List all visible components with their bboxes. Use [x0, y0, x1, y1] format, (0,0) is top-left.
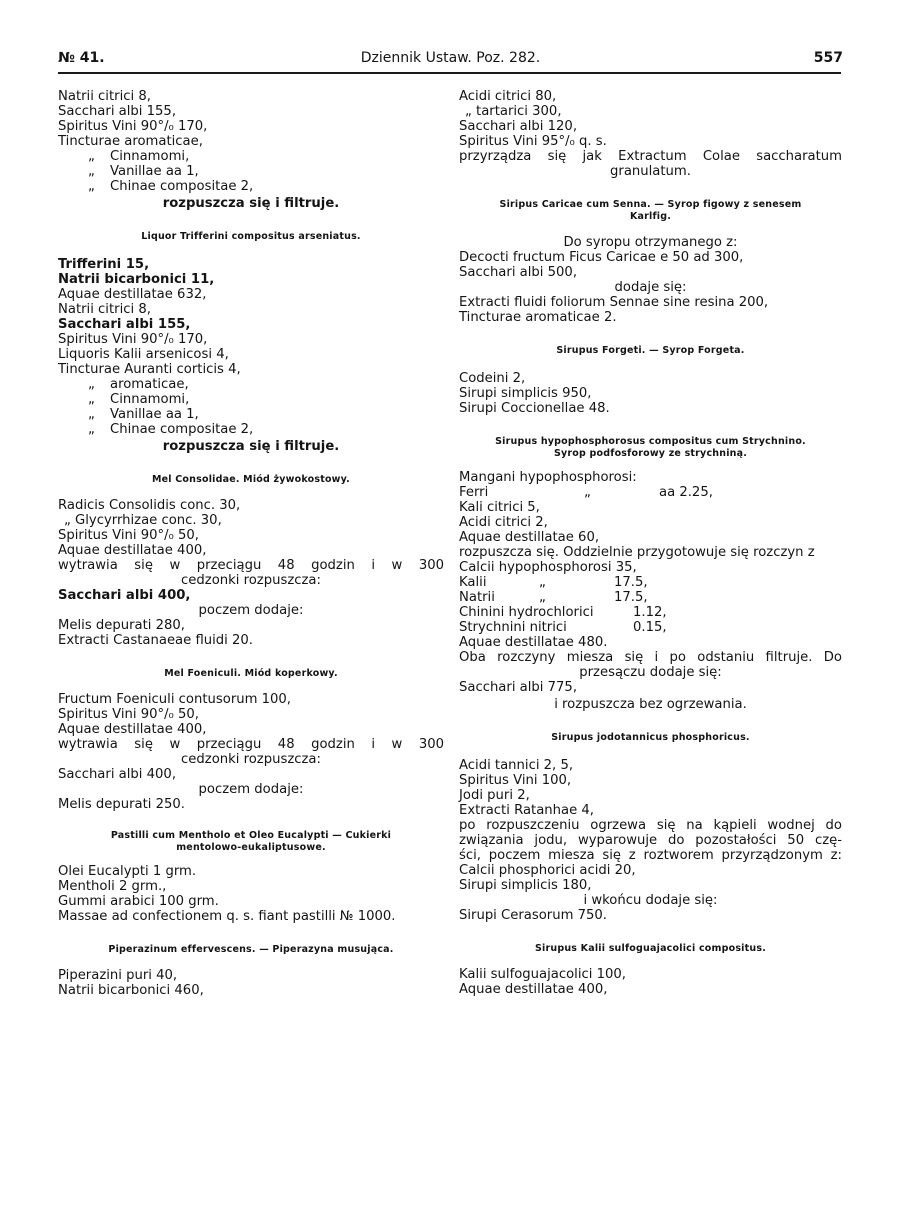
ingredient-line: Aquae destillatae 400, [58, 722, 207, 737]
ingredient-line: Olei Eucalypti 1 grm. [58, 864, 197, 879]
ingredient-row [459, 485, 842, 500]
ingredient-line: Sacchari albi 500, [459, 265, 578, 280]
ditto-mark: „ [88, 422, 95, 437]
recipe-subtitle: Karlfig. [629, 211, 672, 222]
ingredient-row [459, 620, 842, 635]
recipe-title: Mel Consolidae. Miód żywokostowy. [152, 474, 350, 485]
ingredient-text: Vanillae aa 1, [110, 164, 199, 179]
ingredient-text: Cinnamomi, [110, 149, 190, 164]
recipe-title: Pastilli cum Mentholo et Oleo Eucalypti — Cukierki [110, 830, 392, 841]
ingredient-line: Natrii citrici 8, [58, 302, 151, 317]
ingredient-line [58, 377, 444, 392]
ingredient-line: Spiritus Vini 90°/₀ 170, [58, 332, 208, 347]
ingredient-line: Jodi puri 2, [459, 788, 530, 803]
ingredient-line [58, 407, 444, 422]
ditto-mark: „ [88, 377, 95, 392]
ingredient-line: Acidi citrici 80, [459, 89, 557, 104]
ingredient-line: Sacchari albi 775, [459, 680, 578, 695]
ingredient-text: Ferri [459, 485, 489, 500]
ingredient-line [58, 149, 444, 164]
ingredient-amount: 1.12, [633, 605, 667, 620]
ingredient-text: Vanillae aa 1, [110, 407, 199, 422]
ingredient-line: Spiritus Vini 90°/₀ 50, [58, 528, 199, 543]
instruction-line: Massae ad confectionem q. s. fiant pastilli № 1000. [58, 909, 396, 924]
instruction-line: rozpuszcza się i filtruje. [162, 196, 340, 211]
ingredient-line: Sacchari albi 400, [58, 588, 191, 603]
ingredient-line: Liquoris Kalii arsenicosi 4, [58, 347, 229, 362]
ingredient-line [58, 179, 444, 194]
ingredient-line: Sacchari albi 155, [58, 104, 177, 119]
ingredient-line: Mangani hypophosphorosi: [459, 470, 637, 485]
instruction-line: cedzonki rozpuszcza: [181, 573, 321, 588]
ingredient-line: Extracti Ratanhae 4, [459, 803, 594, 818]
ingredient-line: Spiritus Vini 100, [459, 773, 572, 788]
ingredient-line [58, 392, 444, 407]
ingredient-line: Sacchari albi 400, [58, 767, 177, 782]
ditto-mark: „ [88, 392, 95, 407]
ingredient-text: aromaticae, [110, 377, 189, 392]
instruction-line: poczem dodaje: [198, 782, 304, 797]
instruction-line: Oba rozczyny miesza się i po odstaniu filtruje. Do [459, 650, 842, 665]
instruction-line: rozpuszcza się i filtruje. [162, 439, 340, 454]
ingredient-text: Chinini hydrochlorici [459, 605, 594, 620]
ingredient-line: Spiritus Vini 95°/₀ q. s. [459, 134, 607, 149]
ingredient-line: Aquae destillatae 60, [459, 530, 600, 545]
ingredient-row [459, 590, 842, 605]
recipe-title: Sirupus Forgeti. — Syrop Forgeta. [556, 345, 745, 356]
ingredient-line: Fructum Foeniculi contusorum 100, [58, 692, 291, 707]
ingredient-line: Tincturae aromaticae 2. [459, 310, 617, 325]
recipe-title: Mel Foeniculi. Miód koperkowy. [164, 668, 338, 679]
journal-title: Dziennik Ustaw. Poz. 282. [360, 50, 541, 66]
ingredient-line: Calcii hypophosphorosi 35, [459, 560, 637, 575]
instruction-line: dodaje się: [614, 280, 687, 295]
ingredient-line: Extracti fluidi foliorum Sennae sine resina 200, [459, 295, 769, 310]
ingredient-text: Natrii [459, 590, 495, 605]
ingredient-line: Piperazini puri 40, [58, 968, 178, 983]
ingredient-line: „ Glycyrrhizae conc. 30, [64, 513, 222, 528]
ingredient-line: Kali citrici 5, [459, 500, 540, 515]
ingredient-line: Kalii sulfoguajacolici 100, [459, 967, 626, 982]
ingredient-line: Melis depurati 250. [58, 797, 185, 812]
ingredient-amount: aa 2.25, [659, 485, 713, 500]
ditto-mark: „ [584, 485, 591, 500]
instruction-line: wytrawia się w przeciągu 48 godzin i w 300 [58, 737, 444, 752]
ingredient-line [58, 422, 444, 437]
recipe-title: Sirupus jodotannicus phosphoricus. [551, 732, 750, 743]
recipe-title: Sirupus hypophosphorosus compositus cum Strychnino. [495, 436, 806, 447]
instruction-line: i wkońcu dodaje się: [583, 893, 718, 908]
page-header [58, 50, 843, 70]
instruction-line: po rozpuszczeniu ogrzewa się na kąpieli wodnej do [459, 818, 842, 833]
ingredient-row [459, 605, 842, 620]
ingredient-amount: 0.15, [633, 620, 667, 635]
ingredient-line: Spiritus Vini 90°/₀ 50, [58, 707, 199, 722]
ingredient-line: Melis depurati 280, [58, 618, 185, 633]
ingredient-line: Aquae destillatae 480. [459, 635, 608, 650]
ingredient-line: Tincturae Auranti corticis 4, [58, 362, 241, 377]
ingredient-line [58, 164, 444, 179]
ingredient-line: Aquae destillatae 400, [58, 543, 207, 558]
ingredient-line: Radicis Consolidis conc. 30, [58, 498, 241, 513]
ingredient-text: Cinnamomi, [110, 392, 190, 407]
ingredient-line: Natrii citrici 8, [58, 89, 151, 104]
instruction-line: Do syropu otrzymanego z: [563, 235, 738, 250]
ingredient-line: Sirupi simplicis 950, [459, 386, 592, 401]
ingredient-line: Tincturae aromaticae, [58, 134, 203, 149]
instruction-line: przyrządza się jak Extractum Colae saccharatum [459, 149, 842, 164]
recipe-title: Liquor Trifferini compositus arseniatus. [141, 231, 361, 242]
ingredient-line: Trifferini 15, [58, 257, 150, 272]
ditto-mark: „ [88, 407, 95, 422]
left-column [58, 89, 444, 998]
instruction-line: cedzonki rozpuszcza: [181, 752, 321, 767]
ingredient-text: Chinae compositae 2, [110, 179, 254, 194]
ingredient-line: Extracti Castanaeae fluidi 20. [58, 633, 253, 648]
ingredient-text: Kalii [459, 575, 487, 590]
instruction-line: ści, poczem miesza się z roztworem przyrządzonym z: [459, 848, 842, 863]
ingredient-line: Codeini 2, [459, 371, 526, 386]
ingredient-row [459, 575, 842, 590]
ingredient-line: Mentholi 2 grm., [58, 879, 167, 894]
ingredient-line: „ tartarici 300, [465, 104, 562, 119]
ingredient-line: Decocti fructum Ficus Caricae e 50 ad 300, [459, 250, 744, 265]
ingredient-line: Acidi citrici 2, [459, 515, 548, 530]
ditto-mark: „ [88, 164, 95, 179]
ingredient-line: Natrii bicarbonici 11, [58, 272, 215, 287]
instruction-line: związania jodu, wyparowuje do pozostałości 50 czę- [459, 833, 842, 848]
recipe-subtitle: Syrop podfosforowy ze strychniną. [553, 448, 748, 459]
ingredient-line: Sirupi simplicis 180, [459, 878, 592, 893]
ingredient-text: Strychnini nitrici [459, 620, 567, 635]
instruction-line: wytrawia się w przeciągu 48 godzin i w 300 [58, 558, 444, 573]
instruction-line: granulatum. [610, 164, 691, 179]
recipe-title: Siripus Caricae cum Senna. — Syrop figowy z senesem [499, 199, 802, 210]
ingredient-line: Calcii phosphorici acidi 20, [459, 863, 636, 878]
recipe-title: Sirupus Kalii sulfoguajacolici compositus. [534, 943, 767, 954]
ingredient-amount: 17.5, [614, 590, 648, 605]
ingredient-line: Acidi tannici 2, 5, [459, 758, 574, 773]
issue-number: № 41. [58, 50, 105, 66]
recipe-title: Piperazinum effervescens. — Piperazyna musująca. [108, 944, 394, 955]
ingredient-line: Gummi arabici 100 grm. [58, 894, 219, 909]
instruction-line: przesączu dodaje się: [579, 665, 722, 680]
instruction-line: rozpuszcza się. Oddzielnie przygotowuje się rozczyn z [459, 545, 815, 560]
ingredient-line: Spiritus Vini 90°/₀ 170, [58, 119, 208, 134]
ditto-mark: „ [539, 575, 546, 590]
ingredient-line: Natrii bicarbonici 460, [58, 983, 204, 998]
instruction-line: i rozpuszcza bez ogrzewania. [554, 697, 747, 712]
ditto-mark: „ [88, 149, 95, 164]
recipe-subtitle: mentolowo-eukaliptusowe. [176, 842, 326, 853]
instruction-line: poczem dodaje: [198, 603, 304, 618]
right-column [459, 89, 842, 997]
ingredient-line: Sirupi Coccionellae 48. [459, 401, 610, 416]
ingredient-text: Chinae compositae 2, [110, 422, 254, 437]
ingredient-line: Aquae destillatae 632, [58, 287, 207, 302]
ingredient-line: Sirupi Cerasorum 750. [459, 908, 607, 923]
ditto-mark: „ [539, 590, 546, 605]
page-number: 557 [813, 50, 843, 66]
ingredient-line: Sacchari albi 120, [459, 119, 578, 134]
ingredient-line: Sacchari albi 155, [58, 317, 191, 332]
ditto-mark: „ [88, 179, 95, 194]
ingredient-amount: 17.5, [614, 575, 648, 590]
ingredient-line: Aquae destillatae 400, [459, 982, 608, 997]
header-rule [58, 72, 841, 74]
